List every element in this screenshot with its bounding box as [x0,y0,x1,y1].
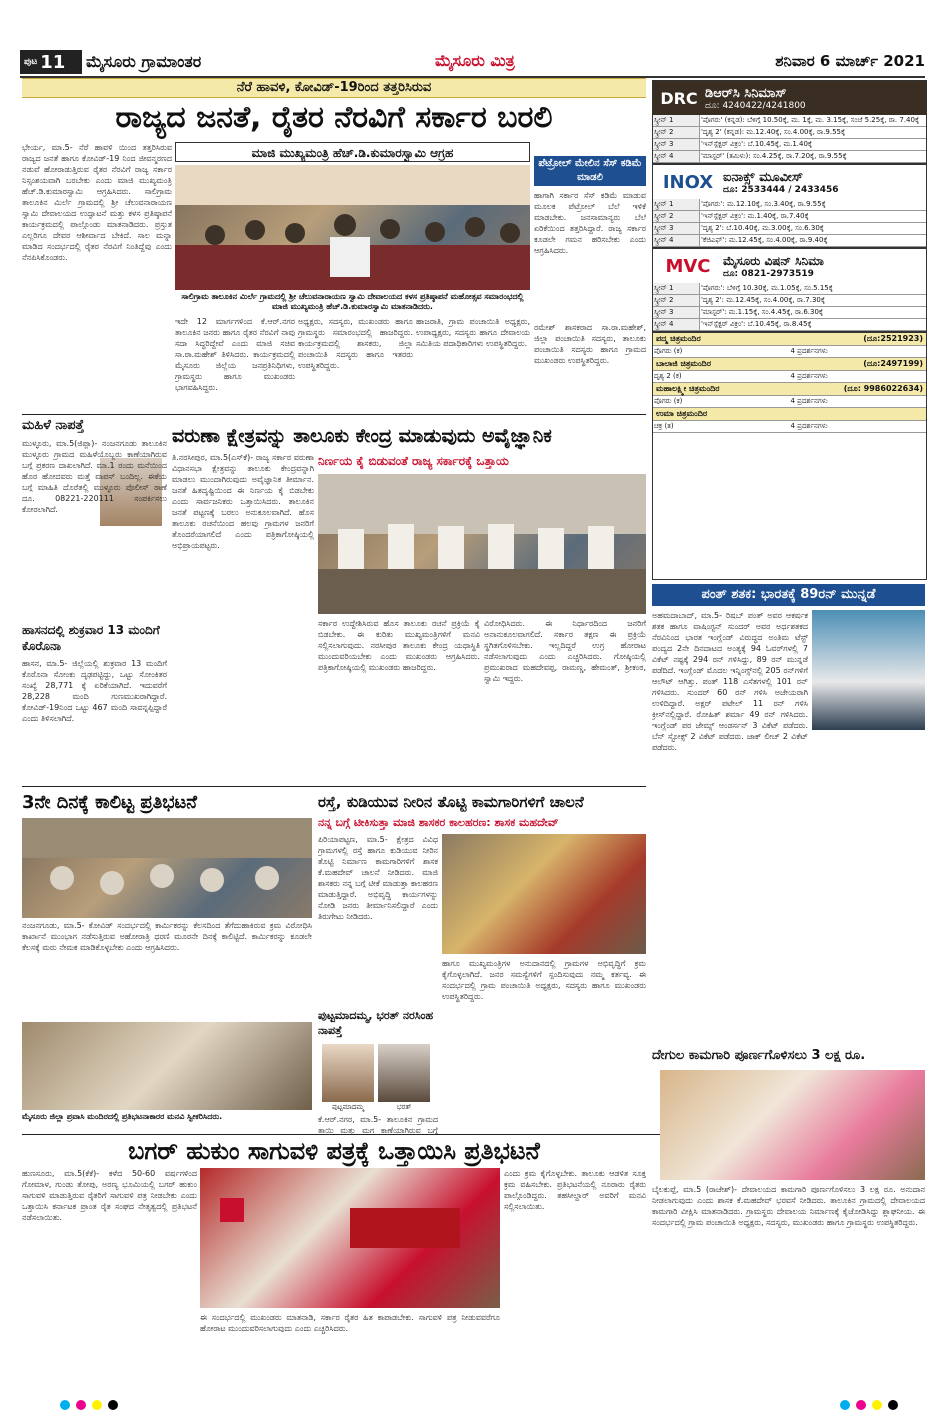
lead-headline: ರಾಜ್ಯದ ಜನತೆ, ರೈತರ ನೆರವಿಗೆ ಸರ್ಕಾರ ಬರಲಿ [115,100,553,135]
roads-photo [442,834,646,954]
missing-body: ಮುಳ್ಳೂರು, ಮಾ.5(ಜಿಪ್ಪಾ)- ನಂಜನಗೂಡು ತಾಲೂಕಿನ ಮುಳ್ಳೂರು ಗ್ರಾಮದ ಮಹಿಳೆಯೊಬ್ಬರು ಕಾಣೆಯಾಗಿರುವ ಬಗ್ಗೆ ಪ್ರಕರಣ ದಾಖಲಾಗಿದೆ. ಮಾ.1 ರಂದು ಮನೆಯಿಂದ ಹೊರ ಹೋದವರು ಮತ್ತೆ ವಾಪಸ್ ಬಂದಿಲ್ಲ. ಈಕೆಯ ಬಗ್ಗೆ ಮಾಹಿತಿ ದೊರೆತಲ್ಲಿ ಮುಳ್ಳೂರು ಪೊಲೀಸ್ ಠಾಣೆ ದೂ. 08221-220111 ಸಂಪರ್ಕಿಸಲು ಕೋರಲಾಗಿದೆ. [22,439,167,514]
lead-photo-graphic [175,165,530,290]
page-label: ಪುಟ [24,57,38,67]
showtime-text: 'ಪೊಗರು' (ಕನ್ನಡ): ಬೆಳಿಗ್ಗೆ 10.50ಕ್ಕೆ, ಮ. 1ಕ್ಕೆ, ಮ. 3.15ಕ್ಕೆ, ಸಂಜೆ 5.25ಕ್ಕೆ, ರಾ. 7.40ಕ್ಕೆ [701,116,920,124]
third-day-body: ನಂಜನಗೂಡು, ಮಾ.5- ಕೋವಿಡ್ ಸಂದರ್ಭದಲ್ಲಿ ಕಾರ್ಮಿಕರನ್ನು ಕೆಲಸದಿಂದ ತೆಗೆದುಹಾಕಿರುವ ಕ್ರಮ ವಿರೋಧಿಸಿ ಕಾರ್ಖಾನೆ ಮುಂಭಾಗ ನಡೆಸುತ್ತಿರುವ ಅಹೋರಾತ್ರಿ ಧರಣಿ ಮೂರನೇ ದಿನಕ್ಕೆ ಕಾಲಿಟ್ಟಿದೆ. ಕಾರ್ಮಿಕರನ್ನು ಕೂಡಲೇ ಕೆಲಸಕ್ಕೆ ಮರು ನೇಮಕ ಮಾಡಿಕೊಳ್ಳಬೇಕು ಎಂದು ಆಗ್ರಹಿಸಿದರು. [22,921,312,952]
theatre-name: ಮಹಾಲಕ್ಷ್ಮೀ ಚಿತ್ರಮಂದಿರ [656,384,720,393]
screen-label: ಸ್ಕ್ರೀನ್ 3 [653,307,700,318]
third-day-caption: ಮೈಸೂರು ಜಿಲ್ಲಾ ಪ್ರವಾಸಿ ಮಂದಿರದಲ್ಲಿ ಪ್ರತಿಭಟನಾಕಾರರ ಮನವಿ ಸ್ವೀಕರಿಸಿದರು. [22,1112,223,1121]
theatre-film: ದೃಶ್ಯ 2 (ಕ) [654,372,682,380]
theatre-film-row [653,346,926,358]
theatre-name: ಬಾಲಾಜಿ ಚಿತ್ರಮಂದಿರ [656,359,711,368]
showtime-text: 'ಇನ್‌ಸ್ಪೆಕ್ಟರ್ ವಿಕ್ರಂ': ಬೆ.10.45ಕ್ಕೆ, ಮ.1.40ಕ್ಕೆ [701,140,813,148]
missing-name-2: ಭರತ್ [396,1103,412,1111]
theatre-shows: 4 ಪ್ರದರ್ಶನಗಳು [790,372,828,380]
showtime-text: 'ದೃಶ್ಯ 2': ಮ.12.45ಕ್ಕೆ, ಸಂ.4.00ಕ್ಕೆ, ರಾ.7.30ಕ್ಕೆ [701,296,825,304]
screen-label: ಸ್ಕ್ರೀನ್ 4 [653,235,700,246]
showtime-row [653,283,926,295]
theatre-list [653,331,926,433]
theatre-phone: (ದೂ:2497199) [863,359,923,368]
temple-photo [660,1070,925,1180]
screen-label: ಸ್ಕ್ರೀನ್ 2 [653,127,700,138]
showtime-row [653,295,926,307]
pant-photo-spacer [808,610,925,732]
inox-title: ಐನಾಕ್ಸ್ ಮೂವೀಸ್ [723,169,803,185]
drc-title: ಡಿಆರ್‌ಸಿ ಸಿನಿಮಾಸ್ [705,85,787,101]
roads-body-2: ಹಾಗೂ ಮುಖ್ಯಮಂತ್ರಿಗಳ ಅನುದಾನದಲ್ಲಿ ಗ್ರಾಮಗಳ ಅಭಿವೃದ್ಧಿಗೆ ಕ್ರಮ ಕೈಗೊಳ್ಳಲಾಗಿದೆ. ಜನರ ಸಮಸ್ಯೆಗಳಿಗೆ ಸ್ಪಂದಿಸುವುದು ನಮ್ಮ ಕರ್ತವ್ಯ. ಈ ಸಂದರ್ಭದಲ್ಲಿ ಗ್ರಾಮ ಪಂಚಾಯಿತಿ ಅಧ್ಯಕ್ಷರು, ಸದಸ್ಯರು ಹಾಗೂ ಮುಖಂಡರು ಉಪಸ್ಥಿತರಿದ್ದರು. [442,959,646,1001]
showtime-text: 'ಇನ್‌ಸ್ಪೆಕ್ಟರ್ ವಿಕ್ರಂ': ಬೆ.10.45ಕ್ಕೆ, ರಾ.8.45ಕ್ಕೆ [701,320,812,328]
bagar-photo [200,1168,500,1308]
bagar-body-3: ಎಂದು ಕ್ರಮ ಕೈಗೊಳ್ಳಬೇಕು. ತಾಲೂಕು ಆಡಳಿತ ಸೂಕ್ತ ಕ್ರಮ ವಹಿಸಬೇಕು. ಪ್ರತಿಭಟನೆಯಲ್ಲಿ ನೂರಾರು ರೈತರು ಪಾಲ್ಗೊಂಡಿದ್ದರು. ತಹಸೀಲ್ದಾರ್ ಅವರಿಗೆ ಮನವಿ ಸಲ್ಲಿಸಲಾಯಿತು. [504,1169,646,1211]
varuna-headline: ವರುಣಾ ಕ್ಷೇತ್ರವನ್ನು ತಾಲೂಕು ಕೇಂದ್ರ ಮಾಡುವುದು ಅವೈಜ್ಞಾನಿಕ [172,425,552,447]
bagar-body-2: ಈ ಸಂದರ್ಭದಲ್ಲಿ ಮುಖಂಡರು ಮಾತನಾಡಿ, ಸರ್ಕಾರ ರೈತರ ಹಿತ ಕಾಪಾಡಬೇಕು. ಸಾಗುವಳಿ ಪತ್ರ ನೀಡುವವರೆಗೂ ಹೋರಾಟ ಮುಂದುವರಿಸಲಾಗುವುದು ಎಂದು ಎಚ್ಚರಿಸಿದರು. [200,1313,500,1333]
lead-photo-caption: ಸಾಲಿಗ್ರಾಮ ತಾಲೂಕಿನ ಮಿರ್ಲೆ ಗ್ರಾಮದಲ್ಲಿ ಶ್ರೀ ಚೆಲುವನಾರಾಯಣ ಸ್ವಾಮಿ ದೇವಾಲಯದ ಕಳಸ ಪ್ರತಿಷ್ಠಾಪನೆ ಮಹೋತ್ಸವ ಸಮಾರಂಭದಲ್ಲಿ ಮಾಜಿ ಮುಖ್ಯಮಂತ್ರಿ ಹೆಚ್.ಡಿ.ಕುಮಾರಸ್ವಾಮಿ ಮಾತನಾಡಿದರು. [181,292,524,311]
lead-body: ಭೇರ್ಯ, ಮಾ.5- ನೆರೆ ಹಾವಳಿ ಯಿಂದ ತತ್ತರಿಸಿರುವ ರಾಜ್ಯದ ಜನತೆ ಹಾಗೂ ಕೋವಿಡ್-19 ನಿಂದ ಜೀವನ್ಮರಣದ ನಡುವೆ ಹೋರಾಡುತ್ತಿರುವ ರೈತರ ನೆರವಿಗೆ ರಾಜ್ಯ ಸರ್ಕಾರ ನಿಸ್ಸಂಶಯವಾಗಿ ಬರಬೇಕು ಎಂದು ಮಾಜಿ ಮುಖ್ಯಮಂತ್ರಿ ಹೆಚ್.ಡಿ.ಕುಮಾರಸ್ವಾಮಿ ಆಗ್ರಹಿಸಿದರು. ಸಾಲಿಗ್ರಾಮ ತಾಲೂಕಿನ ಮಿರ್ಲೆ ಗ್ರಾಮದಲ್ಲಿ ಶ್ರೀ ಚೆಲುವನಾರಾಯಣ ಸ್ವಾಮಿ ದೇವಾಲಯದ ಉದ್ಘಾಟನೆ ಮತ್ತು ಕಳಸ ಪ್ರತಿಷ್ಠಾಪನೆ ಕಾರ್ಯಕ್ರಮದಲ್ಲಿ ಪಾಲ್ಗೊಂಡು ಮಾತನಾಡಿದರು. ಪ್ರಸ್ತುತ ಎಲ್ಲರಿಗೂ ದೇವರ ಆಶೀರ್ವಾದ ಬೇಕಿದೆ. ಸಾಲ ಮನ್ನಾ ಮಾಡಿದ ಸಂದರ್ಭದಲ್ಲಿ ರೈತರ ನೆರವಿಗೆ ನಿಂತಿದ್ದೆವು ಎಂದು ನೆನಪಿಸಿಕೊಂಡರು. [22,143,172,262]
showtime-text: 'ದೃಶ್ಯ 2': ಬೆ.10.40ಕ್ಕೆ, ಮ.3.00ಕ್ಕೆ, ಸಂ.6.30ಕ್ಕೆ [701,224,824,232]
theatre-name-row [653,358,926,371]
black-mark [888,1400,898,1410]
theatre-film: ಚಕ್ರ (ತ) [654,422,674,430]
theatre-shows: 4 ಪ್ರದರ್ಶನಗಳು [790,397,828,405]
showtime-row [653,307,926,319]
inox-phone: ದೂ: 2533444 / 2433456 [723,184,839,195]
mvc-header [653,247,926,283]
showtime-row [653,127,926,139]
screen-label: ಸ್ಕ್ರೀನ್ 4 [653,319,700,330]
showtime-row [653,235,926,247]
lead-photo [175,165,530,290]
drc-showtimes [653,115,926,163]
showtime-text: 'ಕೆಜಿಎಫ್': ಮ.12.45ಕ್ಕೆ, ಸಂ.4.00ಕ್ಕೆ, ರಾ.9.40ಕ್ಕೆ [701,236,828,244]
screen-label: ಸ್ಕ್ರೀನ್ 1 [653,283,700,294]
showtime-row [653,151,926,163]
masthead: ಮೈಸೂರು ಮಿತ್ರ [435,51,515,70]
varuna-photo [318,474,646,614]
missing-photo-2 [378,1044,430,1102]
pant-headline: ಪಂತ್ ಶತಕ: ಭಾರತಕ್ಕೆ 89ರನ್ ಮುನ್ನಡೆ [652,584,925,606]
theatre-phone: (ದೂ:2521923) [863,334,923,343]
missing-photo-1 [322,1044,374,1102]
lead-body-3: ಅಧ್ಯಕ್ಷರು, ಸದಸ್ಯರು, ಮುಖಂಡರು ಹಾಗೂ ಗ್ರಾಮಸ್ಥರು ಸಮಾರಂಭದಲ್ಲಿ ಹಾಜರಿದ್ದರು. ಕಾರ್ಯಕ್ರಮದಲ್ಲಿ ಶಾಸಕರು, ಜಿಲ್ಲಾ ಪಂಚಾಯಿತಿ ಸದಸ್ಯರು ಹಾಗೂ ಇತರರು ಉಪಸ್ಥಿತರಿದ್ದರು. [298,317,413,370]
screen-label: ಸ್ಕ್ರೀನ್ 2 [653,295,700,306]
roads-headline: ರಸ್ತೆ, ಕುಡಿಯುವ ನೀರಿನ ತೊಟ್ಟಿ ಕಾಮಗಾರಿಗಳಿಗೆ ಚಾಲನೆ [318,793,584,811]
bagar-body: ಹುಣಸೂರು, ಮಾ.5(ಕೆಕೆ)- ಕಳೆದ 50-60 ವರ್ಷಗಳಿಂದ ಗೋಮಾಳ, ಗುಂಡು ತೋಪು, ಅರಣ್ಯ ಭೂಮಿಯಲ್ಲಿ ಬಗರ್ ಹುಕುಂ ಸಾಗುವಳಿ ಮಾಡುತ್ತಿರುವ ರೈತರಿಗೆ ಸಾಗುವಳಿ ಪತ್ರ ನೀಡಬೇಕು ಎಂದು ಒತ್ತಾಯಿಸಿ ಕರ್ನಾಟಕ ಪ್ರಾಂತ ರೈತ ಸಂಘದ ನೇತೃತ್ವದಲ್ಲಿ ಪ್ರತಿಭಟನೆ ನಡೆಸಲಾಯಿತು. [22,1169,197,1222]
showtime-row [653,211,926,223]
showtime-text: 'ಪೊಗರು': ಮ.12.10ಕ್ಕೆ, ಸಂ.3.40ಕ್ಕೆ, ರಾ.9.55ಕ್ಕೆ [701,200,826,208]
theatre-shows: 4 ಪ್ರದರ್ಶನಗಳು [790,422,828,430]
roads-missing-body: ಕೆ.ಆರ್.ನಗರ, ಮಾ.5- ತಾಲೂಕಿನ ಗ್ರಾಮದ ತಾಯಿ ಮತ್ತು ಮಗ ಕಾಣೆಯಾಗಿರುವ ಬಗ್ಗೆ [318,1115,438,1134]
divider [22,414,646,415]
issue-date: ಶನಿವಾರ 6 ಮಾರ್ಚ್ 2021 [775,52,925,70]
hassan-body: ಹಾಸನ, ಮಾ.5- ಜಿಲ್ಲೆಯಲ್ಲಿ ಶುಕ್ರವಾರ 13 ಮಂದಿಗೆ ಕೊರೊನಾ ಸೋಂಕು ದೃಢಪಟ್ಟಿದ್ದು, ಒಟ್ಟು ಸೋಂಕಿತರ ಸಂಖ್ಯೆ 28,771 ಕ್ಕೆ ಏರಿಕೆಯಾಗಿದೆ. ಇದುವರೆಗೆ 28,228 ಮಂದಿ ಗುಣಮುಖರಾಗಿದ್ದಾರೆ. ಕೋವಿಡ್-19ನಿಂದ ಒಟ್ಟು 467 ಮಂದಿ ಸಾವನ್ನಪ್ಪಿದ್ದಾರೆ ಎಂದು ತಿಳಿಸಲಾಗಿದೆ. [22,659,167,723]
roads-missing-title: ಪುಟ್ಟಮಾದಮ್ಮ, ಭರತ್ ನರಸಿಂಹ ನಾಪತ್ತೆ [318,1009,434,1037]
drc-phone: ದೂ: 4240422/4241800 [705,100,806,111]
showtime-row [653,115,926,127]
magenta-mark [76,1400,86,1410]
mvc-phone: ದೂ: 0821-2973519 [723,268,814,279]
theatre-film-row [653,371,926,383]
showtime-text: 'ಮಾಸ್ಟರ್' (ತಮಿಳು): ಸಂ.4.25ಕ್ಕೆ, ರಾ.7.20ಕ್ಕೆ, ರಾ.9.55ಕ್ಕೆ [701,152,847,160]
inox-showtimes [653,199,926,247]
mvc-logo: MVC [665,255,711,277]
roads-subhead: ನನ್ನ ಬಗ್ಗೆ ಟೀಕಿಸುತ್ತಾ ಮಾಜಿ ಶಾಸಕರ ಕಾಲಹರಣ: ಶಾಸಕ ಮಹದೇವ್ [318,816,559,829]
theatre-shows: 4 ಪ್ರದರ್ಶನಗಳು [790,347,828,355]
lead-body-4: ಹಾಜರಾತಿ, ಗ್ರಾಮ ಪಂಚಾಯಿತಿ ಅಧ್ಯಕ್ಷರು, ಉಪಾಧ್ಯಕ್ಷರು, ಸದಸ್ಯರು ಹಾಗೂ ದೇವಾಲಯ ಸಮಿತಿಯ ಪದಾಧಿಕಾರಿಗಳು ಉಪಸ್ಥಿತರಿದ್ದರು. [416,317,530,348]
petrol-body: ಹಾಗಾಗಿ ಸರ್ಕಾರ ಸೆಸ್ ಕಡಿಮೆ ಮಾಡುವ ಮೂಲಕ ಪೆಟ್ರೋಲ್ ಬೆಲೆ ಇಳಿಕೆ ಮಾಡಬೇಕು. ಜನಸಾಮಾನ್ಯರು ಬೆಲೆ ಏರಿಕೆಯಿಂದ ತತ್ತರಿಸಿದ್ದಾರೆ. ರಾಜ್ಯ ಸರ್ಕಾರ ಕೂಡಲೇ ಗಮನ ಹರಿಸಬೇಕು ಎಂದು ಆಗ್ರಹಿಸಿದರು. [534,191,646,255]
theatre-film-row [653,396,926,408]
showtime-text: 'ಪೊಗರು': ಬೆಳಿಗ್ಗೆ 10.30ಕ್ಕೆ, ಮ.1.05ಕ್ಕೆ, ಸಂ.5.15ಕ್ಕೆ [701,284,833,292]
theatre-name: ಉಮಾ ಚಿತ್ರಮಂದಿರ [656,409,708,418]
temple-headline: ದೇಗುಲ ಕಾಮಗಾರಿ ಪೂರ್ಣಗೊಳಿಸಲು 3 ಲಕ್ಷ ರೂ. [652,1048,866,1063]
screen-label: ಸ್ಕ್ರೀನ್ 3 [653,139,700,150]
varuna-photo-graphic [318,474,646,614]
third-day-photo-graphic [22,818,312,918]
drc-logo: DRC [660,88,698,108]
magenta-mark [856,1400,866,1410]
lead-body-2: ಇದೇ 12 ಮಾರ್ಗಗಳಿಂದ ಕೆ.ಆರ್.ನಗರ ತಾಲೂಕಿನ ಜನರು ಹಾಗೂ ರೈತರ ನೆರವಿಗೆ ನಾವು ಸದಾ ಸಿದ್ಧರಿದ್ದೇವೆ ಎಂದು ಮಾಜಿ ಸಚಿವ ಸಾ.ರಾ.ಮಹೇಶ್ ತಿಳಿಸಿದರು. ಕಾರ್ಯಕ್ರಮದಲ್ಲಿ ಮೈಸೂರು ಜಿಲ್ಲೆಯ ಜನಪ್ರತಿನಿಧಿಗಳು, ಗ್ರಾಮಸ್ಥರು ಹಾಗೂ ಮುಖಂಡರು ಭಾಗವಹಿಸಿದ್ದರು. [175,317,295,392]
screen-label: ಸ್ಕ್ರೀನ್ 3 [653,223,700,234]
registration-marks-left [60,1400,118,1410]
theatre-film: ಪೊಗರು (ಕ) [654,397,683,405]
bagar-headline: ಬಗರ್ ಹುಕುಂ ಸಾಗುವಳಿ ಪತ್ರಕ್ಕೆ ಒತ್ತಾಯಿಸಿ ಪ್ರತಿಭಟನೆ [128,1137,540,1165]
third-day-photo-1 [22,818,312,918]
showtime-text: 'ಇನ್‌ಸ್ಪೆಕ್ಟರ್ ವಿಕ್ರಂ': ಮ.1.40ಕ್ಕೆ, ರಾ.7.40ಕ್ಕೆ [701,212,809,220]
theatre-phone: (ದೂ: 9986022634) [843,384,923,393]
section-name: ಮೈಸೂರು ಗ್ರಾಮಾಂತರ [86,52,202,71]
theatre-name-row [653,333,926,346]
page-number-box [20,50,82,74]
showtime-row [653,319,926,331]
cyan-mark [60,1400,70,1410]
registration-marks-right [840,1400,898,1410]
lead-kicker: ನೆರೆ ಹಾವಳಿ, ಕೋವಿಡ್-19ರಿಂದ ತತ್ತರಿಸಿರುವ [22,78,646,98]
cinema-listings [652,80,927,580]
divider [22,786,646,787]
theatre-film: ಪೊಗರು (ಕ) [654,347,683,355]
petrol-body-2: ರಮೇಶ್ ಶಾಸಕರಾದ ಸಾ.ರಾ.ಮಹೇಶ್, ಜಿಲ್ಲಾ ಪಂಚಾಯಿತಿ ಸದಸ್ಯರು, ತಾಲೂಕು ಪಂಚಾಯಿತಿ ಸದಸ್ಯರು ಹಾಗೂ ಗ್ರಾಮದ ಮುಖಂಡರು ಉಪಸ್ಥಿತರಿದ್ದರು. [534,323,646,365]
pant-body-text: ಅಹಮದಾಬಾದ್, ಮಾ.5- ರಿಷಬ್ ಪಂತ್ ಅವರ ಆಕರ್ಷಕ ಶತಕ ಹಾಗೂ ವಾಷಿಂಗ್ಟನ್ ಸುಂದರ್ ಅವರ ಅರ್ಧಶತಕದ ನೆರವಿನಿಂದ ಭಾರತ ಇಂಗ್ಲೆಂಡ್ ವಿರುದ್ಧದ ಅಂತಿಮ ಟೆಸ್ಟ್ ಪಂದ್ಯದ 2ನೇ ದಿನದಾಟದ ಅಂತ್ಯಕ್ಕೆ 94 ಓವರ್‌ಗಳಲ್ಲಿ 7 ವಿಕೆಟ್ ನಷ್ಟಕ್ಕೆ 294 ರನ್ ಗಳಿಸಿದ್ದು, 89 ರನ್ ಮುನ್ನಡೆ ಪಡೆದಿದೆ. ಇಂಗ್ಲೆಂಡ್ ಮೊದಲ ಇನ್ನಿಂಗ್ಸ್‌ನಲ್ಲಿ 205 ರನ್‌ಗಳಿಗೆ ಆಲೌಟ್ ಆಗಿತ್ತು. ಪಂತ್ 118 ಎಸೆತಗಳಲ್ಲಿ 101 ರನ್ ಗಳಿಸಿದರು. ಸುಂದರ್ 60 ರನ್ ಗಳಿಸಿ ಅಜೇಯರಾಗಿ ಉಳಿದಿದ್ದಾರೆ. ಅಕ್ಷರ್ ಪಟೇಲ್ 11 ರನ್ ಗಳಿಸಿ ಕ್ರೀಸ್‌ನಲ್ಲಿದ್ದಾರೆ. ರೋಹಿತ್ ಶರ್ಮಾ 49 ರನ್ ಗಳಿಸಿದರು. ಇಂಗ್ಲೆಂಡ್ ಪರ ಜೇಮ್ಸ್ ಆಂಡರ್ಸನ್ 3 ವಿಕೆಟ್ ಪಡೆದರು. ಬೆನ್ ಸ್ಟೋಕ್ಸ್ 2 ವಿಕೆಟ್ ಪಡೆದರು. ಜಾಕ್ ಲೀಚ್ 2 ವಿಕೆಟ್ ಪಡೆದರು. [652,611,808,752]
varuna-subhead: ನಿರ್ಣಯ ಕೈ ಬಿಡುವಂತೆ ರಾಜ್ಯ ಸರ್ಕಾರಕ್ಕೆ ಒತ್ತಾಯ [318,454,509,468]
missing-title: ಮಹಿಳೆ ನಾಪತ್ತೆ [22,418,85,433]
varuna-body-2: ಸರ್ಕಾರ ಉದ್ದೇಶಿಸಿರುವ ಹೊಸ ತಾಲೂಕು ರಚನೆ ಪ್ರಕ್ರಿಯೆ ಕೈ ಬಿಡಬೇಕು. ಈ ಕುರಿತು ಮುಖ್ಯಮಂತ್ರಿಗಳಿಗೆ ಮನವಿ ಸಲ್ಲಿಸಲಾಗುವುದು. ನರಸೀಪುರ ತಾಲೂಕು ಕೇಂದ್ರ ಯಥಾಸ್ಥಿತಿ ಮುಂದುವರಿಯಬೇಕು ಎಂದು ಮುಖಂಡರು ಆಗ್ರಹಿಸಿದರು. ಪತ್ರಿಕಾಗೋಷ್ಠಿಯಲ್ಲಿ ಮುಖಂಡರು ಹಾಜರಿದ್ದರು. [318,619,480,672]
cyan-mark [840,1400,850,1410]
missing-name-1: ಪುಟ್ಟಮಾದಮ್ಮ [331,1103,365,1111]
yellow-mark [92,1400,102,1410]
temple-body: ಬೈಲಕುಪ್ಪೆ, ಮಾ.5 (ರಾಜೇಶ್)- ದೇವಾಲಯದ ಕಾಮಗಾರಿ ಪೂರ್ಣಗೊಳಿಸಲು 3 ಲಕ್ಷ ರೂ. ಅನುದಾನ ನೀಡಲಾಗುವುದು ಎಂದು ಶಾಸಕ ಕೆ.ಮಹದೇವ್ ಭರವಸೆ ನೀಡಿದರು. ತಾಲೂಕಿನ ಗ್ರಾಮದಲ್ಲಿ ದೇವಾಲಯದ ಕಾಮಗಾರಿ ವೀಕ್ಷಿಸಿ ಮಾತನಾಡಿದರು. ಗ್ರಾಮಸ್ಥರು ದೇವಾಲಯ ನಿರ್ಮಾಣಕ್ಕೆ ಕೈಜೋಡಿಸಿದ್ದು ಶ್ಲಾಘನೀಯ. ಈ ಸಂದರ್ಭದಲ್ಲಿ ಗ್ರಾಮ ಪಂಚಾಯಿತಿ ಅಧ್ಯಕ್ಷರು, ಸದಸ್ಯರು, ಮುಖಂಡರು ಹಾಗೂ ಗ್ರಾಮಸ್ಥರು ಉಪಸ್ಥಿತರಿದ್ದರು. [652,1185,925,1227]
screen-label: ಸ್ಕ್ರೀನ್ 1 [653,115,700,126]
inox-header [653,163,926,199]
hassan-title: ಹಾಸನದಲ್ಲಿ ಶುಕ್ರವಾರ 13 ಮಂದಿಗೆ ಕೊರೊನಾ [22,623,160,653]
mvc-showtimes [653,283,926,331]
theatre-film-row [653,421,926,433]
showtime-row [653,199,926,211]
showtime-row [653,223,926,235]
theatre-name-row [653,383,926,396]
varuna-body: ತಿ.ನರಸೀಪುರ, ಮಾ.5(ಎಸ್‌ಕೆ)- ರಾಜ್ಯ ಸರ್ಕಾರ ವರುಣಾ ವಿಧಾನಸಭಾ ಕ್ಷೇತ್ರವನ್ನು ತಾಲೂಕು ಕೇಂದ್ರವನ್ನಾಗಿ ಮಾಡಲು ಮುಂದಾಗಿರುವುದು ಅವೈಜ್ಞಾನಿಕ ತೀರ್ಮಾನ. ಜನತೆ ಹಿತದೃಷ್ಟಿಯಿಂದ ಈ ನಿರ್ಣಯ ಕೈ ಬಿಡಬೇಕು ಎಂದು ಸಾರ್ವಜನಿಕರು ಒತ್ತಾಯಿಸಿದರು. ತಾಲೂಕಿನ ಜನತೆ ಪಟ್ಟಣಕ್ಕೆ ಬರಲು ಅನುಕೂಲವಾಗಿದೆ. ಹೊಸ ತಾಲೂಕು ರಚನೆಯಿಂದ ಹಲವು ಗ್ರಾಮಗಳ ಜನರಿಗೆ ತೊಂದರೆಯಾಗಲಿದೆ ಎಂದು ಪತ್ರಿಕಾಗೋಷ್ಠಿಯಲ್ಲಿ ಅಭಿಪ್ರಾಯಪಟ್ಟರು. [172,453,314,550]
showtime-text: 'ದೃಶ್ಯ 2' (ಕನ್ನಡ): ಮ.12.40ಕ್ಕೆ, ಸಂ.4.00ಕ್ಕೆ, ರಾ.9.55ಕ್ಕೆ [701,128,846,136]
third-day-headline: 3ನೇ ದಿನಕ್ಕೆ ಕಾಲಿಟ್ಟ ಪ್ರತಿಭಟನೆ [22,792,198,813]
screen-label: ಸ್ಕ್ರೀನ್ 4 [653,151,700,162]
mvc-title: ಮೈಸೂರು ವಿಷನ್ ಸಿನಿಮಾ [723,253,824,268]
screen-label: ಸ್ಕ್ರೀನ್ 1 [653,199,700,210]
third-day-photo-2 [22,1022,312,1110]
inox-logo: INOX [662,171,714,193]
varuna-body-3: ವಿರೋಧಿಸಿದರು. ಈ ನಿರ್ಧಾರದಿಂದ ಜನರಿಗೆ ಅನಾನುಕೂಲವಾಗಲಿದೆ. ಸರ್ಕಾರ ತಕ್ಷಣ ಈ ಪ್ರಕ್ರಿಯೆ ಸ್ಥಗಿತಗೊಳಿಸಬೇಕು. ಇಲ್ಲದಿದ್ದರೆ ಉಗ್ರ ಹೋರಾಟ ನಡೆಸಲಾಗುವುದು ಎಂದು ಎಚ್ಚರಿಸಿದರು. ಗೋಷ್ಠಿಯಲ್ಲಿ ಪ್ರಮುಖರಾದ ಮಹದೇವಪ್ಪ, ರಾಮಣ್ಣ, ಹೇಮಂತ್, ಶ್ರೀಕಂಠ, ಸ್ವಾಮಿ ಇದ್ದರು. [484,619,646,683]
lead-subhead: ಮಾಜಿ ಮುಖ್ಯಮಂತ್ರಿ ಹೆಚ್.ಡಿ.ಕುಮಾರಸ್ವಾಮಿ ಆಗ್ರಹ [175,142,530,162]
page-number: 11 [40,51,66,73]
theatre-name-row [653,408,926,421]
showtime-row [653,139,926,151]
roads-body: ಪಿರಿಯಾಪಟ್ಟಣ, ಮಾ.5- ಕ್ಷೇತ್ರದ ವಿವಿಧ ಗ್ರಾಮಗಳಲ್ಲಿ ರಸ್ತೆ ಹಾಗೂ ಕುಡಿಯುವ ನೀರಿನ ತೊಟ್ಟಿ ನಿರ್ಮಾಣ ಕಾಮಗಾರಿಗಳಿಗೆ ಶಾಸಕ ಕೆ.ಮಹದೇವ್ ಚಾಲನೆ ನೀಡಿದರು. ಮಾಜಿ ಶಾಸಕರು ನನ್ನ ಬಗ್ಗೆ ಟೀಕೆ ಮಾಡುತ್ತಾ ಕಾಲಹರಣ ಮಾಡುತ್ತಿದ್ದಾರೆ. ಅಭಿವೃದ್ಧಿ ಕಾರ್ಯಗಳನ್ನು ನೋಡಿ ಜನರು ತೀರ್ಮಾನಿಸಲಿದ್ದಾರೆ ಎಂದು ತಿರುಗೇಟು ನೀಡಿದರು. [318,835,438,921]
petrol-title: ಪೆಟ್ರೋಲ್ ಮೇಲಿನ ಸೆಸ್ ಕಡಿಮೆ ಮಾಡಲಿ [534,156,646,186]
bagar-photo-graphic [200,1168,500,1308]
page-header [20,48,925,78]
drc-header [653,81,926,115]
black-mark [108,1400,118,1410]
theatre-name: ಪದ್ಮ ಚಿತ್ರಮಂದಿರ [656,334,701,343]
showtime-text: 'ಮಾಸ್ಟರ್': ಮ.1.15ಕ್ಕೆ, ಸಂ.4.45ಕ್ಕೆ, ರಾ.6.30ಕ್ಕೆ [701,308,824,316]
yellow-mark [872,1400,882,1410]
screen-label: ಸ್ಕ್ರೀನ್ 2 [653,211,700,222]
pant-body [652,610,925,1040]
